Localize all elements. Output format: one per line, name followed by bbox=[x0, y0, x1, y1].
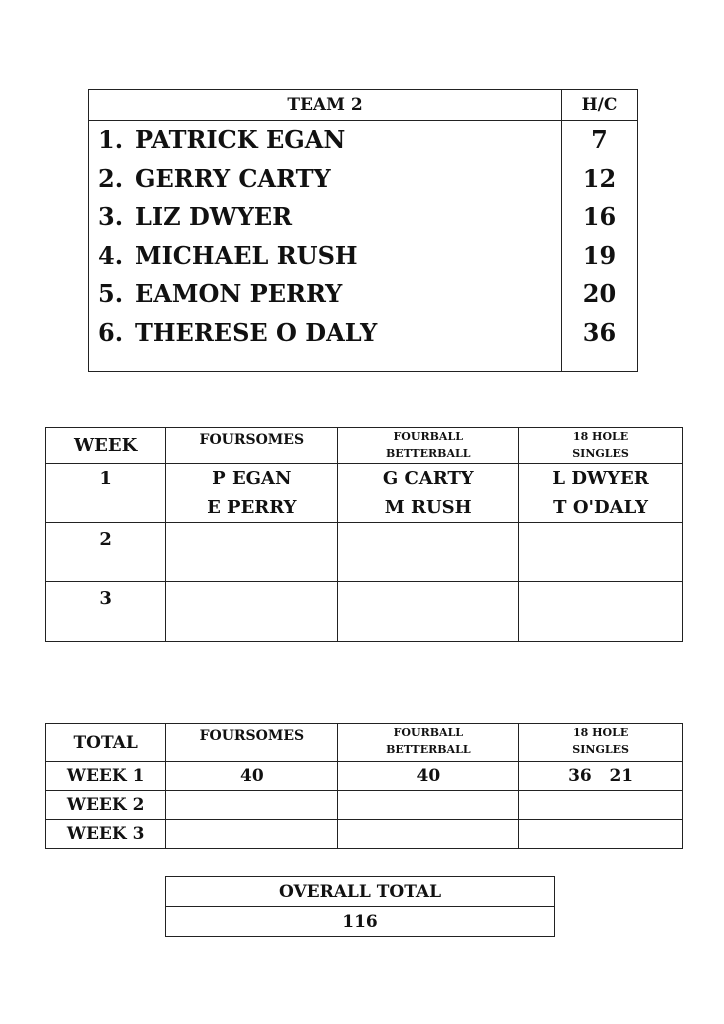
singles-header-line1: 18 HOLE bbox=[572, 430, 629, 443]
singles-score bbox=[519, 820, 683, 849]
pairings-row bbox=[46, 464, 683, 523]
week-label: WEEK 3 bbox=[46, 820, 166, 849]
player-handicap: 20 bbox=[582, 279, 617, 308]
team-name-header: TEAM 2 bbox=[89, 90, 562, 121]
player-name: GERRY CARTY bbox=[135, 163, 331, 193]
player-row bbox=[89, 121, 561, 160]
fourball-header-line1: FOURBALL bbox=[393, 726, 464, 739]
player-row bbox=[89, 198, 561, 237]
week-number: 3 bbox=[99, 588, 112, 609]
foursomes-score bbox=[166, 820, 338, 849]
totals-header-row bbox=[46, 724, 683, 762]
pairings-header-row bbox=[46, 428, 683, 464]
fourball-header-line2: BETTERBALL bbox=[386, 743, 471, 756]
player-name: THERESE O DALY bbox=[135, 317, 378, 347]
week-number: 2 bbox=[99, 529, 112, 550]
singles-pair-cell bbox=[519, 523, 683, 582]
player-number: 5. bbox=[98, 279, 124, 308]
singles-header-line1: 18 HOLE bbox=[572, 726, 629, 739]
week-cell bbox=[46, 582, 166, 642]
team-header-row bbox=[89, 90, 638, 121]
singles-header-line2: SINGLES bbox=[572, 447, 629, 460]
overall-total-label: OVERALL TOTAL bbox=[166, 877, 555, 907]
weekly-totals-table bbox=[45, 723, 683, 849]
singles-header-cell bbox=[519, 428, 683, 464]
player-names-cell bbox=[89, 121, 562, 372]
overall-total-table bbox=[165, 876, 555, 937]
foursomes-score bbox=[166, 791, 338, 820]
total-header: TOTAL bbox=[46, 724, 166, 762]
player-number: 2. bbox=[98, 163, 124, 193]
fourball-pair-cell bbox=[338, 523, 519, 582]
player-row bbox=[89, 160, 561, 199]
singles-pair-cell bbox=[519, 464, 683, 523]
foursomes-pair-cell bbox=[166, 523, 338, 582]
player-name: T O'DALY bbox=[553, 497, 648, 518]
player-name: PATRICK EGAN bbox=[135, 125, 346, 154]
player-name: E PERRY bbox=[207, 497, 297, 518]
fourball-score bbox=[338, 791, 519, 820]
player-row bbox=[89, 314, 561, 353]
singles-pair-cell bbox=[519, 582, 683, 642]
foursomes-score: 40 bbox=[166, 762, 338, 791]
foursomes-pair-cell bbox=[166, 582, 338, 642]
week-cell bbox=[46, 464, 166, 523]
foursomes-header: FOURSOMES bbox=[199, 728, 305, 744]
player-handicap: 36 bbox=[582, 317, 617, 347]
overall-label-row bbox=[166, 877, 555, 907]
week-number: 1 bbox=[99, 468, 112, 489]
week-header-cell bbox=[46, 428, 166, 464]
player-handicap: 19 bbox=[582, 240, 617, 270]
fourball-header-line1: FOURBALL bbox=[393, 430, 463, 443]
fourball-header-line2: BETTERBALL bbox=[385, 447, 471, 460]
player-name: M RUSH bbox=[384, 497, 472, 518]
week-label: WEEK 1 bbox=[46, 762, 166, 791]
player-number: 4. bbox=[98, 240, 124, 270]
player-name: MICHAEL RUSH bbox=[135, 240, 358, 270]
player-handicap: 7 bbox=[591, 125, 608, 154]
team-roster-table bbox=[88, 89, 638, 372]
player-number: 1. bbox=[98, 125, 124, 154]
fourball-score: 40 bbox=[338, 762, 519, 791]
weekly-pairings-table bbox=[45, 427, 683, 642]
pairings-row bbox=[46, 582, 683, 642]
singles-header-line2: SINGLES bbox=[572, 743, 629, 756]
week-label: WEEK 2 bbox=[46, 791, 166, 820]
fourball-header-cell bbox=[338, 724, 519, 762]
handicap-header: H/C bbox=[562, 90, 638, 121]
player-handicap: 12 bbox=[582, 163, 617, 193]
foursomes-pair-cell bbox=[166, 464, 338, 523]
week-header: WEEK bbox=[73, 435, 138, 456]
player-number: 6. bbox=[98, 317, 124, 347]
singles-score: 36 21 bbox=[519, 762, 683, 791]
week-cell bbox=[46, 523, 166, 582]
pairings-row bbox=[46, 523, 683, 582]
player-row bbox=[89, 275, 561, 314]
overall-total-value: 116 bbox=[166, 907, 555, 937]
player-name: EAMON PERRY bbox=[135, 279, 343, 308]
player-row bbox=[89, 237, 561, 276]
singles-score bbox=[519, 791, 683, 820]
player-name: G CARTY bbox=[382, 468, 474, 489]
totals-row bbox=[46, 762, 683, 791]
totals-row bbox=[46, 791, 683, 820]
player-number: 3. bbox=[98, 202, 124, 231]
foursomes-header-cell bbox=[166, 724, 338, 762]
player-name: P EGAN bbox=[212, 468, 292, 489]
team-body-row bbox=[89, 121, 638, 372]
totals-row bbox=[46, 820, 683, 849]
fourball-score bbox=[338, 820, 519, 849]
overall-value-row bbox=[166, 907, 555, 937]
foursomes-header-cell bbox=[166, 428, 338, 464]
foursomes-header: FOURSOMES bbox=[199, 432, 305, 448]
singles-header-cell bbox=[519, 724, 683, 762]
fourball-header-cell bbox=[338, 428, 519, 464]
player-handicap: 16 bbox=[582, 202, 617, 231]
fourball-pair-cell bbox=[338, 464, 519, 523]
player-name: L DWYER bbox=[552, 468, 649, 489]
fourball-pair-cell bbox=[338, 582, 519, 642]
handicaps-cell bbox=[562, 121, 638, 372]
player-name: LIZ DWYER bbox=[135, 202, 293, 231]
